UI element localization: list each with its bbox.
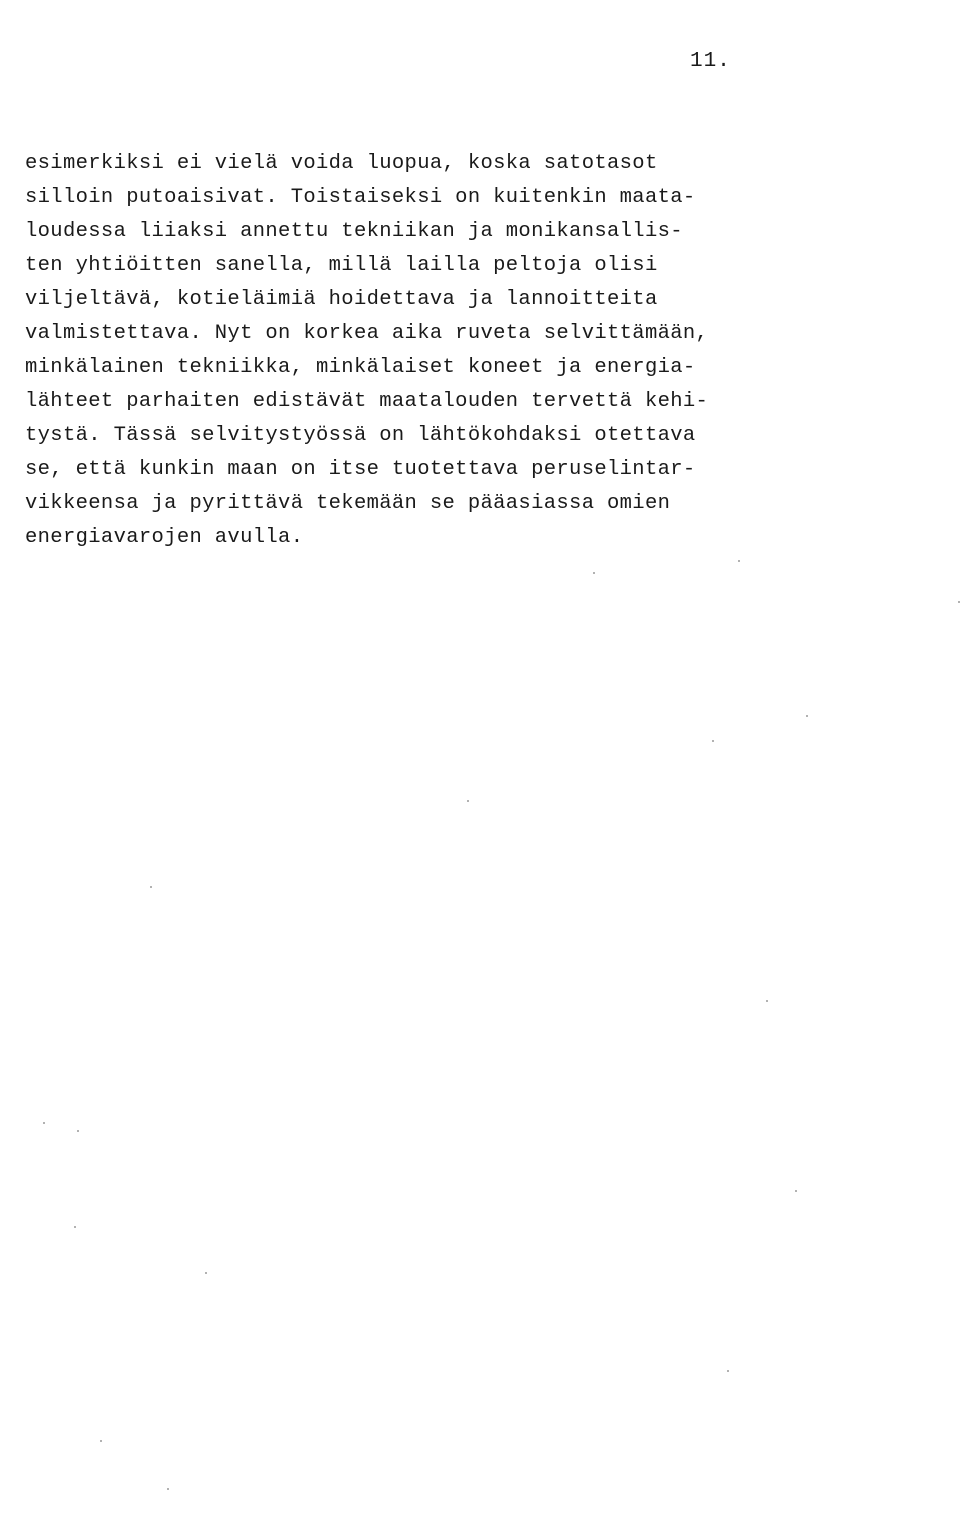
scan-speck (150, 886, 152, 888)
paragraph-line: tystä. Tässä selvitystyössä on lähtökohdaksi otettava (25, 424, 696, 447)
scan-speck (593, 572, 595, 574)
paragraph (25, 147, 935, 555)
paragraph-line: minkälainen tekniikka, minkälaiset koneet ja energia- (25, 356, 696, 379)
scan-speck (43, 1122, 45, 1124)
paragraph-line: se, että kunkin maan on itse tuotettava peruselintar- (25, 458, 696, 481)
paragraph-line: vikkeensa ja pyrittävä tekemään se pääasiassa omien (25, 492, 671, 515)
scan-speck (100, 1440, 102, 1442)
scan-speck (77, 1130, 79, 1132)
paragraph-line: energiavarojen avulla. (25, 526, 304, 549)
scan-speck (467, 800, 469, 802)
paragraph-line: valmistettava. Nyt on korkea aika ruveta selvittämään, (25, 322, 709, 345)
scan-speck (738, 560, 740, 562)
paragraph-line: silloin putoaisivat. Toistaiseksi on kuitenkin maata- (25, 186, 696, 209)
paragraph-line: esimerkiksi ei vielä voida luopua, koska satotasot (25, 152, 658, 175)
scan-speck (727, 1370, 729, 1372)
paragraph-line: loudessa liiaksi annettu tekniikan ja monikansallis- (25, 220, 683, 243)
page-number: 11. (690, 50, 731, 73)
scan-speck (74, 1226, 76, 1228)
paragraph-line: ten yhtiöitten sanella, millä lailla peltoja olisi (25, 254, 658, 277)
scan-speck (766, 1000, 768, 1002)
paragraph-line: viljeltävä, kotieläimiä hoidettava ja lannoitteita (25, 288, 658, 311)
scan-speck (712, 740, 714, 742)
paragraph-line: lähteet parhaiten edistävät maatalouden tervettä kehi- (25, 390, 709, 413)
scan-speck (167, 1488, 169, 1490)
scan-speck (806, 715, 808, 717)
scan-speck (205, 1272, 207, 1274)
scan-speck (795, 1190, 797, 1192)
